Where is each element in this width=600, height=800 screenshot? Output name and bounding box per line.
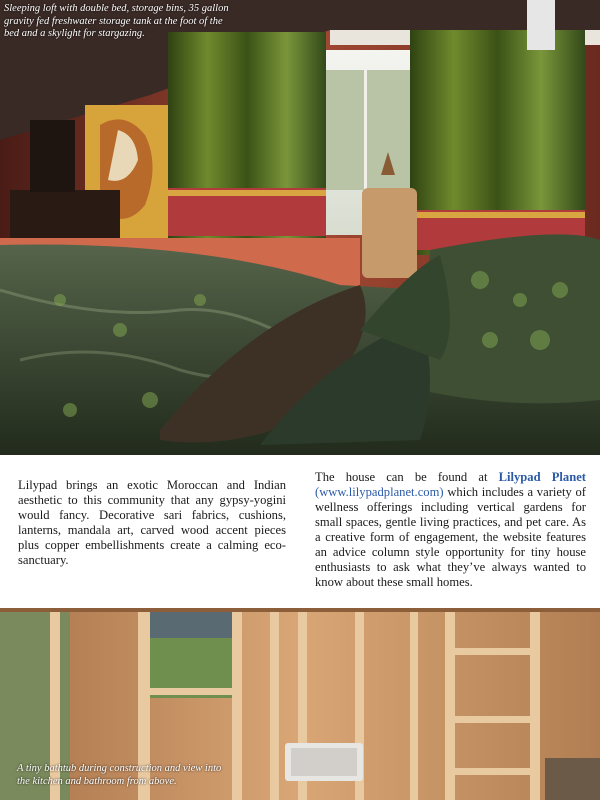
loft-caption: Sleeping loft with double bed, storage bins, 35 gallon gravity fed freshwater storage tank at the foot of the bed and a skylight for stargazing. [4,3,229,39]
lilypad-planet-link[interactable]: Lilypad Planet [498,470,586,484]
website-url-link[interactable]: (www.lilypadplanet.com) [315,485,444,499]
construction-caption: A tiny bathtub during construction and view into the kitchen and bathroom from above. [17,763,222,787]
article-right-paragraph [315,470,586,590]
article-left-paragraph: Lilypad brings an exotic Moroccan and Indian aesthetic to this community that any gypsy-yogini would fancy. Decorative sari fabrics, cushions, lanterns, mandala art, carved wood accent pieces plus copper embellishments create a calming eco-sanctuary. [18,478,286,567]
article-right-rest: which includes a variety of wellness offerings including vertical gardens for small spaces, gentle living practices, and pet care. As a creative form of engagement, the website features an advice column style opportunity for tiny house enthusiasts to ask what they’ve always wanted to know about these small homes. [315,485,586,589]
article-right-prefix: The house can be found at [315,470,499,484]
